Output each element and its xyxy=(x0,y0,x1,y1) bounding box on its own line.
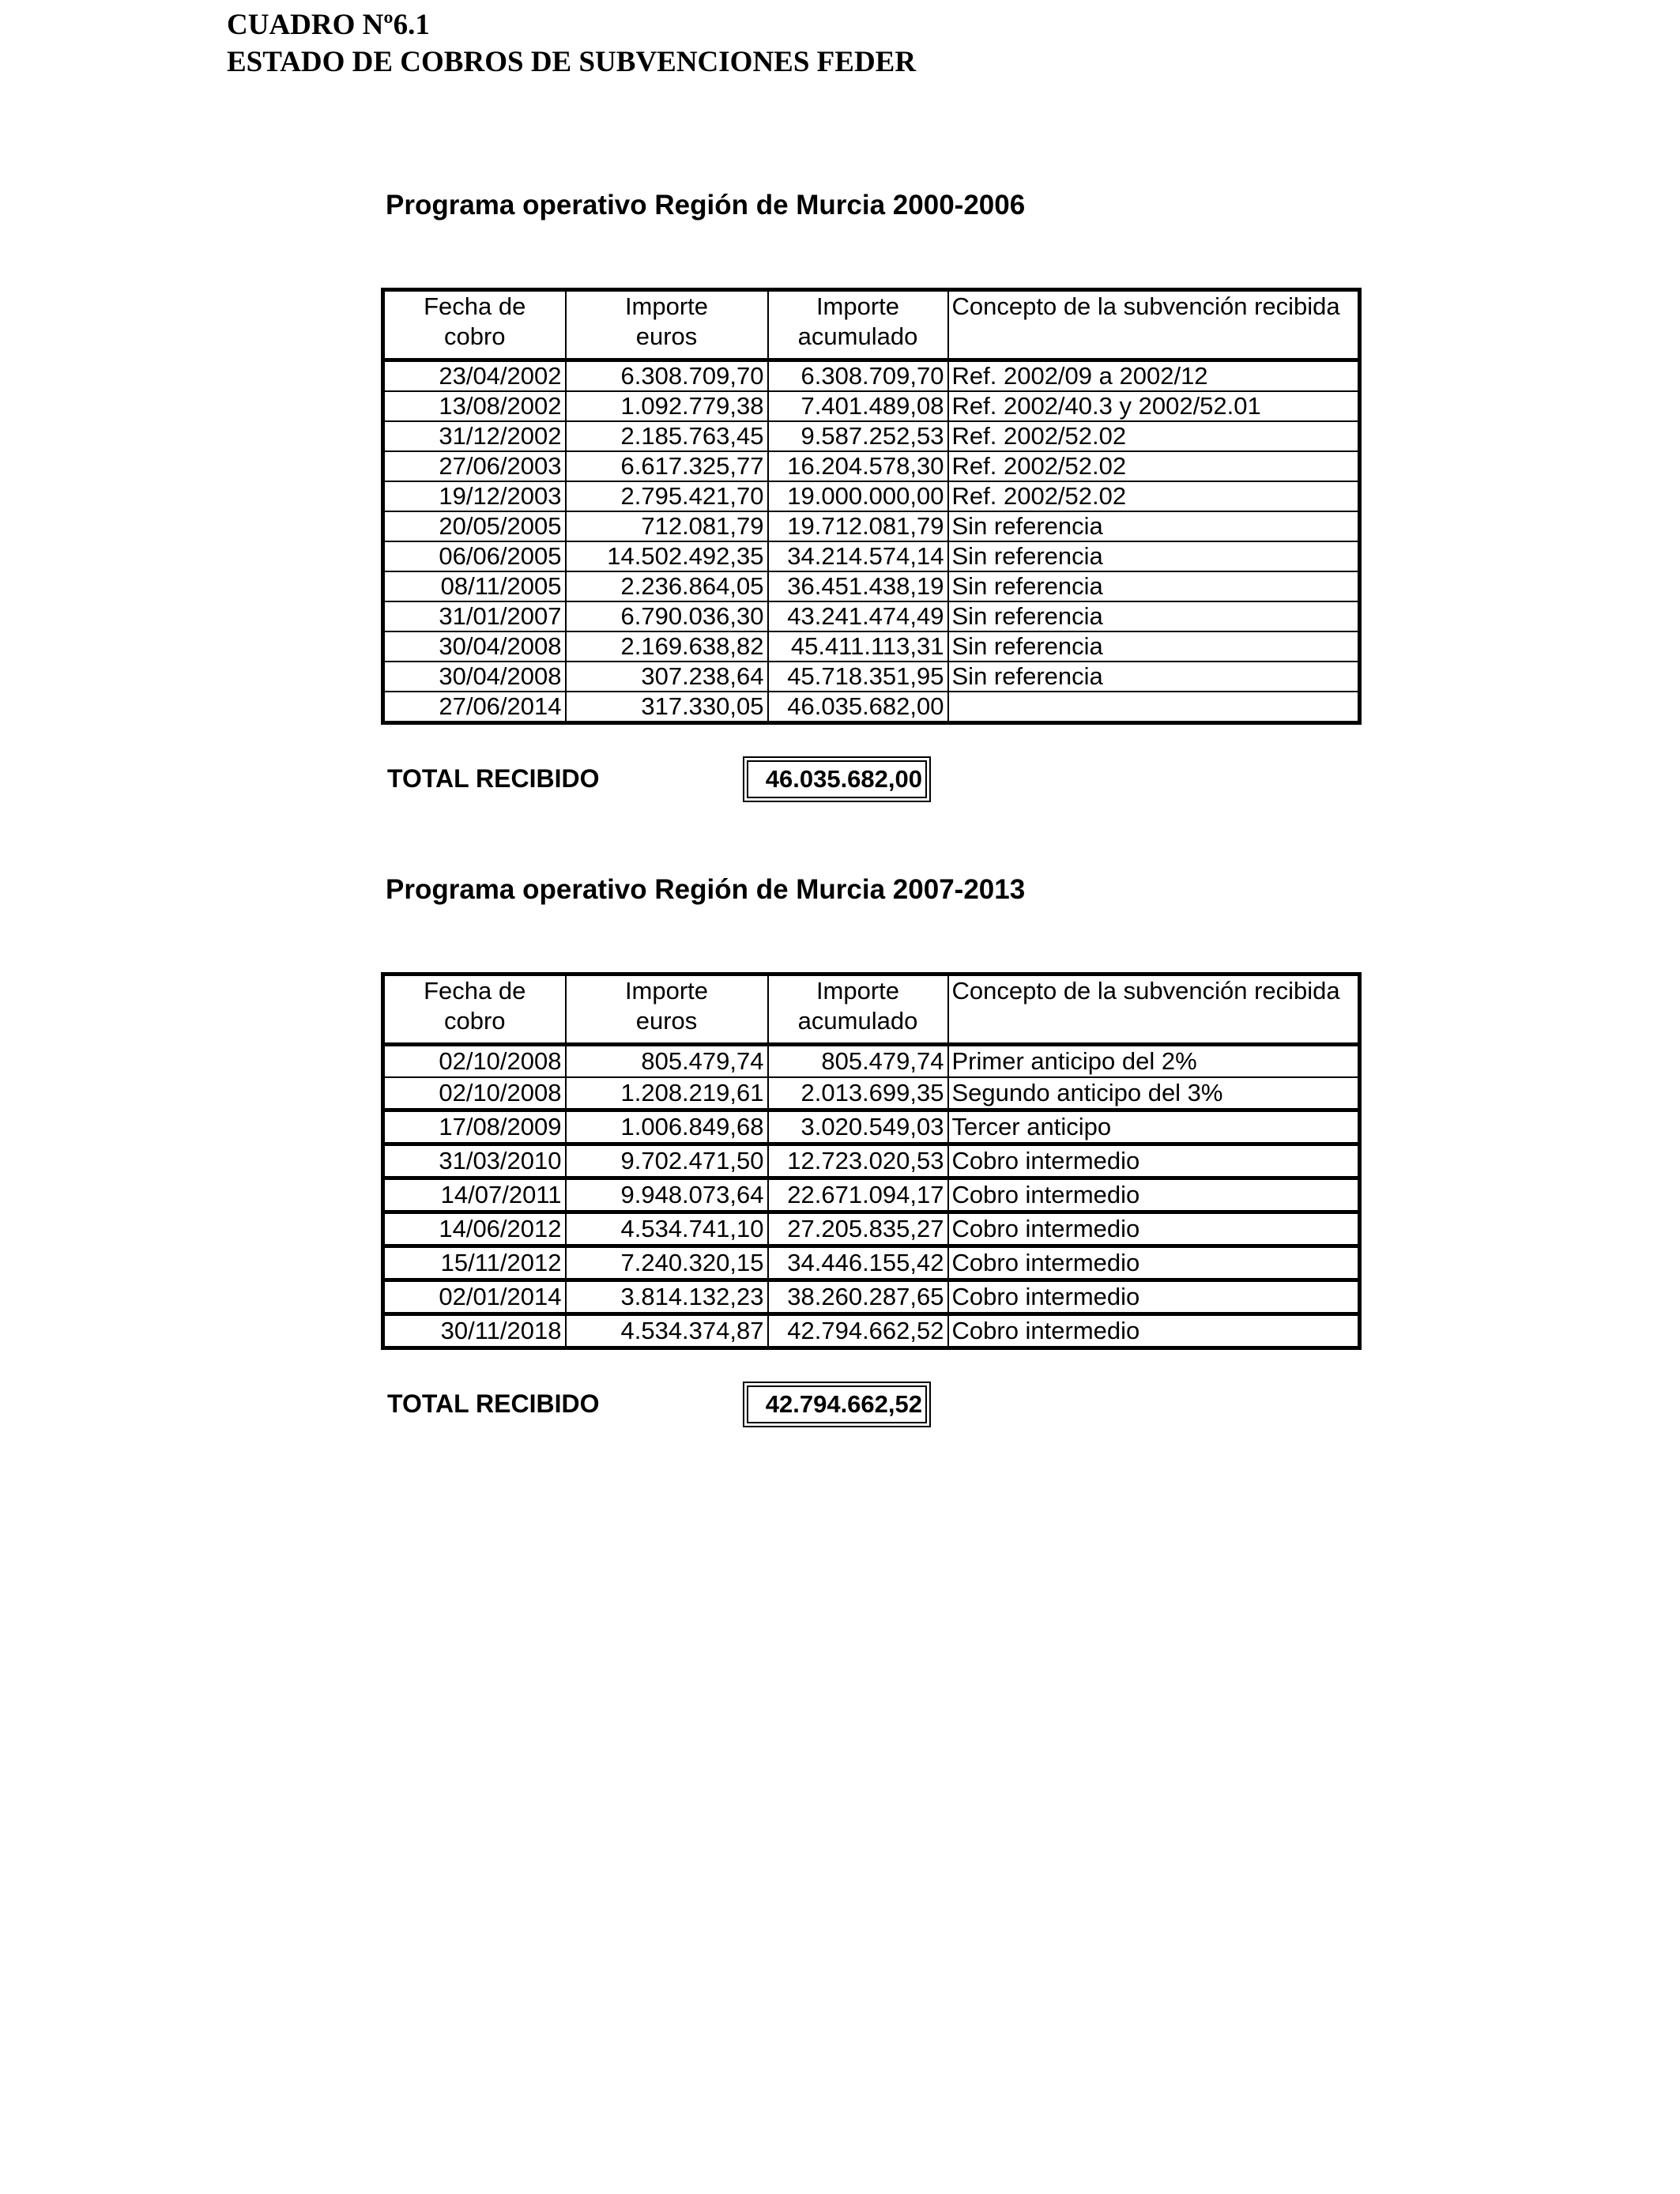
table-header-row xyxy=(383,974,1360,1045)
cell-importe: 307.238,64 xyxy=(566,662,768,692)
cell-fecha: 14/07/2011 xyxy=(383,1178,566,1212)
cell-acumulado: 45.411.113,31 xyxy=(768,631,948,662)
cell-acumulado: 36.451.438,19 xyxy=(768,571,948,601)
cell-concepto: Sin referencia xyxy=(948,541,1360,571)
col-header-fecha-line1: Fecha de xyxy=(424,977,526,1005)
table-row xyxy=(383,1280,1360,1314)
col-header-fecha-line2: cobro xyxy=(443,1007,506,1035)
col-header-fecha-line1: Fecha de xyxy=(424,292,526,320)
cell-acumulado: 3.020.549,03 xyxy=(768,1110,948,1144)
cell-concepto: Ref. 2002/52.02 xyxy=(948,481,1360,511)
program-2000-2006-rows xyxy=(383,360,1360,723)
table-row xyxy=(383,391,1360,421)
table-row xyxy=(383,571,1360,601)
cell-importe: 2.236.864,05 xyxy=(566,571,768,601)
program-2000-2006-table xyxy=(381,288,1362,725)
cell-importe: 4.534.741,10 xyxy=(566,1212,768,1246)
col-header-importe xyxy=(566,974,768,1045)
cell-importe: 4.534.374,87 xyxy=(566,1314,768,1348)
program-2000-2006-total xyxy=(381,756,1358,801)
table-row xyxy=(383,360,1360,392)
total-label: TOTAL RECIBIDO xyxy=(387,1389,600,1418)
table-row xyxy=(383,692,1360,723)
cell-fecha: 13/08/2002 xyxy=(383,391,566,421)
cell-importe: 3.814.132,23 xyxy=(566,1280,768,1314)
cell-fecha: 27/06/2003 xyxy=(383,451,566,481)
cell-concepto: Ref. 2002/40.3 y 2002/52.01 xyxy=(948,391,1360,421)
table-row xyxy=(383,631,1360,662)
cell-concepto: Sin referencia xyxy=(948,511,1360,541)
program-2007-2013-section xyxy=(381,874,1358,1426)
cell-acumulado: 16.204.578,30 xyxy=(768,451,948,481)
cell-concepto: Cobro intermedio xyxy=(948,1314,1360,1348)
col-header-importe xyxy=(566,290,768,360)
table-row xyxy=(383,662,1360,692)
program-2000-2006-title: Programa operativo Región de Murcia 2000-2006 xyxy=(386,190,1026,221)
cell-importe: 805.479,74 xyxy=(566,1045,768,1078)
cell-fecha: 27/06/2014 xyxy=(383,692,566,723)
table-row xyxy=(383,1314,1360,1348)
cell-concepto: Primer anticipo del 2% xyxy=(948,1045,1360,1078)
cell-fecha: 30/04/2008 xyxy=(383,662,566,692)
cell-fecha: 31/03/2010 xyxy=(383,1144,566,1178)
table-row xyxy=(383,1144,1360,1178)
cell-concepto: Ref. 2002/09 a 2002/12 xyxy=(948,360,1360,392)
cell-acumulado: 19.000.000,00 xyxy=(768,481,948,511)
cell-concepto: Cobro intermedio xyxy=(948,1144,1360,1178)
cell-concepto: Segundo anticipo del 3% xyxy=(948,1077,1360,1110)
col-header-acumulado-line1: Importe xyxy=(816,292,900,320)
cell-acumulado: 2.013.699,35 xyxy=(768,1077,948,1110)
cell-fecha: 02/10/2008 xyxy=(383,1077,566,1110)
cell-acumulado: 34.214.574,14 xyxy=(768,541,948,571)
table-row xyxy=(383,1045,1360,1078)
program-2007-2013-title: Programa operativo Región de Murcia 2007-2013 xyxy=(386,874,1026,905)
cell-importe: 6.308.709,70 xyxy=(566,360,768,392)
cell-fecha: 23/04/2002 xyxy=(383,360,566,392)
cell-importe: 14.502.492,35 xyxy=(566,541,768,571)
cell-acumulado: 46.035.682,00 xyxy=(768,692,948,723)
cell-concepto: Tercer anticipo xyxy=(948,1110,1360,1144)
cell-acumulado: 27.205.835,27 xyxy=(768,1212,948,1246)
cell-fecha: 06/06/2005 xyxy=(383,541,566,571)
cell-acumulado: 42.794.662,52 xyxy=(768,1314,948,1348)
cell-importe: 7.240.320,15 xyxy=(566,1246,768,1280)
cell-concepto: Cobro intermedio xyxy=(948,1246,1360,1280)
cell-fecha: 17/08/2009 xyxy=(383,1110,566,1144)
cell-importe: 9.702.471,50 xyxy=(566,1144,768,1178)
cell-fecha: 02/10/2008 xyxy=(383,1045,566,1078)
cell-fecha: 31/12/2002 xyxy=(383,421,566,451)
program-2007-2013-table xyxy=(381,972,1362,1350)
cell-acumulado: 9.587.252,53 xyxy=(768,421,948,451)
col-header-acumulado-line1: Importe xyxy=(816,977,900,1005)
cell-importe: 2.185.763,45 xyxy=(566,421,768,451)
cell-acumulado: 12.723.020,53 xyxy=(768,1144,948,1178)
col-header-importe-line2: euros xyxy=(635,322,698,350)
cell-fecha: 30/11/2018 xyxy=(383,1314,566,1348)
col-header-importe-line1: Importe xyxy=(624,977,709,1005)
cell-fecha: 14/06/2012 xyxy=(383,1212,566,1246)
table-row xyxy=(383,1246,1360,1280)
cell-importe: 1.208.219,61 xyxy=(566,1077,768,1110)
cell-importe: 1.006.849,68 xyxy=(566,1110,768,1144)
col-header-concepto: Concepto de la subvención recibida xyxy=(948,974,1360,1045)
col-header-acumulado-line2: acumulado xyxy=(797,322,918,350)
cell-importe: 6.790.036,30 xyxy=(566,601,768,631)
cell-acumulado: 45.718.351,95 xyxy=(768,662,948,692)
table-row xyxy=(383,1110,1360,1144)
table-row xyxy=(383,451,1360,481)
table-row xyxy=(383,1077,1360,1110)
cell-concepto: Sin referencia xyxy=(948,601,1360,631)
cell-fecha: 19/12/2003 xyxy=(383,481,566,511)
table-row xyxy=(383,601,1360,631)
cell-fecha: 30/04/2008 xyxy=(383,631,566,662)
cell-fecha: 15/11/2012 xyxy=(383,1246,566,1280)
cell-acumulado: 43.241.474,49 xyxy=(768,601,948,631)
document-title: ESTADO DE COBROS DE SUBVENCIONES FEDER xyxy=(227,46,917,78)
cell-importe: 2.795.421,70 xyxy=(566,481,768,511)
cell-concepto: Ref. 2002/52.02 xyxy=(948,421,1360,451)
cell-fecha: 20/05/2005 xyxy=(383,511,566,541)
cuadro-number: CUADRO Nº6.1 xyxy=(227,9,430,41)
table-row xyxy=(383,1178,1360,1212)
cell-importe: 9.948.073,64 xyxy=(566,1178,768,1212)
program-2007-2013-rows xyxy=(383,1045,1360,1348)
cell-concepto: Sin referencia xyxy=(948,571,1360,601)
col-header-fecha xyxy=(383,974,566,1045)
cell-concepto xyxy=(948,692,1360,723)
cell-acumulado: 7.401.489,08 xyxy=(768,391,948,421)
table-header-row xyxy=(383,290,1360,360)
program-2000-2006-section xyxy=(381,190,1358,801)
table-row xyxy=(383,541,1360,571)
col-header-acumulado-line2: acumulado xyxy=(797,1007,918,1035)
cell-concepto: Cobro intermedio xyxy=(948,1178,1360,1212)
cell-importe: 1.092.779,38 xyxy=(566,391,768,421)
cell-concepto: Sin referencia xyxy=(948,662,1360,692)
col-header-importe-line1: Importe xyxy=(624,292,709,320)
program-2007-2013-total xyxy=(381,1382,1358,1426)
cell-concepto: Ref. 2002/52.02 xyxy=(948,451,1360,481)
cell-importe: 317.330,05 xyxy=(566,692,768,723)
cell-fecha: 31/01/2007 xyxy=(383,601,566,631)
total-value: 42.794.662,52 xyxy=(743,1382,931,1427)
cell-concepto: Cobro intermedio xyxy=(948,1280,1360,1314)
col-header-concepto: Concepto de la subvención recibida xyxy=(948,290,1360,360)
cell-acumulado: 19.712.081,79 xyxy=(768,511,948,541)
total-label: TOTAL RECIBIDO xyxy=(387,764,600,793)
col-header-fecha xyxy=(383,290,566,360)
table-row xyxy=(383,511,1360,541)
cell-concepto: Sin referencia xyxy=(948,631,1360,662)
table-row xyxy=(383,481,1360,511)
table-row xyxy=(383,1212,1360,1246)
cell-acumulado: 805.479,74 xyxy=(768,1045,948,1078)
table-row xyxy=(383,421,1360,451)
cell-acumulado: 22.671.094,17 xyxy=(768,1178,948,1212)
cell-fecha: 08/11/2005 xyxy=(383,571,566,601)
col-header-acumulado xyxy=(768,974,948,1045)
cell-acumulado: 6.308.709,70 xyxy=(768,360,948,392)
document-header xyxy=(227,6,916,81)
cell-importe: 712.081,79 xyxy=(566,511,768,541)
cell-fecha: 02/01/2014 xyxy=(383,1280,566,1314)
cell-acumulado: 38.260.287,65 xyxy=(768,1280,948,1314)
cell-acumulado: 34.446.155,42 xyxy=(768,1246,948,1280)
col-header-acumulado xyxy=(768,290,948,360)
cell-concepto: Cobro intermedio xyxy=(948,1212,1360,1246)
cell-importe: 6.617.325,77 xyxy=(566,451,768,481)
cell-importe: 2.169.638,82 xyxy=(566,631,768,662)
col-header-fecha-line2: cobro xyxy=(443,322,506,350)
col-header-importe-line2: euros xyxy=(635,1007,698,1035)
total-value: 46.035.682,00 xyxy=(743,756,931,802)
